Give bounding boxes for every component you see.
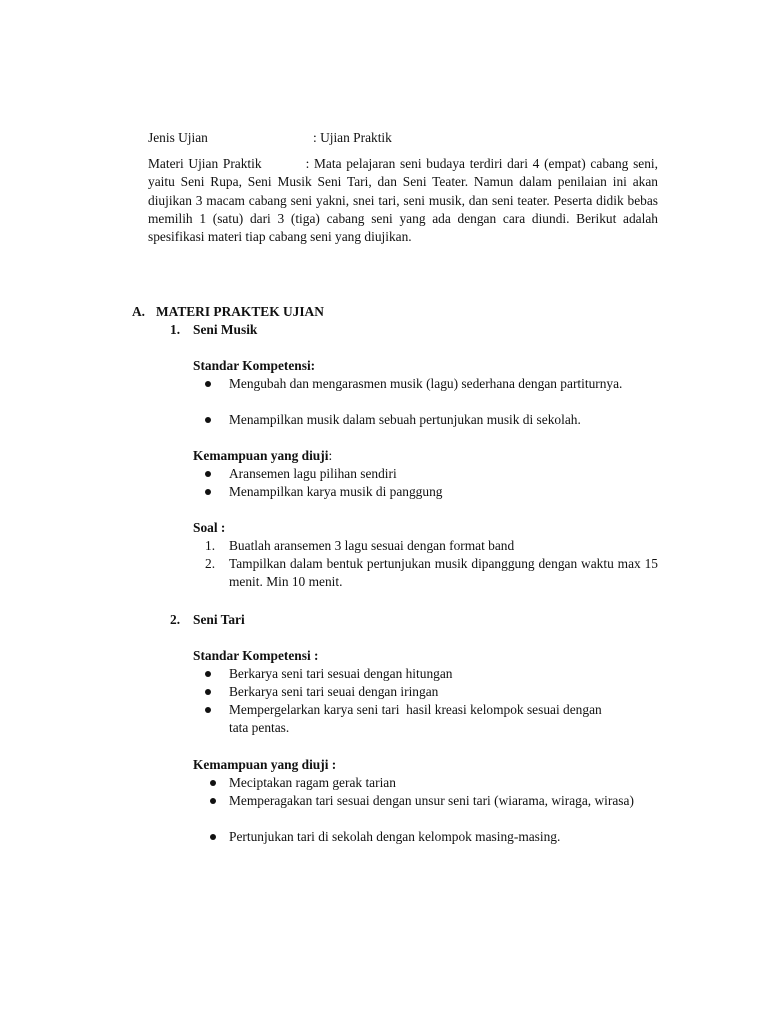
musik-title: Seni Musik: [193, 322, 258, 337]
musik-kemampuan-label: Kemampuan yang diuji: [193, 448, 329, 463]
tari-title: Seni Tari: [193, 612, 245, 627]
soal-number-1: 1.: [205, 538, 216, 553]
bullet-icon: [205, 689, 211, 695]
bullet-icon: [205, 671, 211, 677]
bullet-icon: [205, 707, 211, 713]
bullet-icon: [205, 489, 211, 495]
bullet-icon: [210, 798, 216, 804]
tari-standar-kompetensi-title: Standar Kompetensi :: [193, 648, 319, 663]
musik-sk-item-2: Menampilkan musik dalam sebuah pertunjukan musik di sekolah.: [229, 412, 581, 427]
bullet-icon: [205, 471, 211, 477]
musik-soal-item-2: Tampilkan dalam bentuk pertunjukan musik dipanggung dengan waktu max 15 menit. Min 10 menit.: [229, 556, 658, 590]
musik-standar-kompetensi-title: Standar Kompetensi:: [193, 358, 316, 373]
musik-kemampuan-colon: :: [328, 448, 333, 463]
bullet-icon: [210, 834, 216, 840]
section-a-marker: A.: [132, 304, 146, 319]
tari-kd-item-2: Memperagakan tari sesuai dengan unsur seni tari (wiarama, wiraga, wirasa): [229, 793, 634, 808]
jenis-ujian-value: : Ujian Praktik: [313, 130, 392, 145]
musik-kd-item-1: Aransemen lagu pilihan sendiri: [229, 466, 397, 481]
tari-sk-item-1: Berkarya seni tari sesuai dengan hitungan: [229, 666, 453, 681]
bullet-icon: [205, 417, 211, 423]
bullet-icon: [205, 381, 211, 387]
jenis-ujian-label: Jenis Ujian: [148, 130, 208, 145]
musik-soal-item-1: Buatlah aransemen 3 lagu sesuai dengan format band: [229, 538, 515, 553]
bullet-icon: [210, 780, 216, 786]
musik-kemampuan-title: [193, 447, 332, 465]
materi-ujian-label: Materi Ujian Praktik: [148, 156, 262, 171]
soal-number-2: 2.: [205, 556, 216, 571]
musik-kd-item-2: Menampilkan karya musik di panggung: [229, 484, 443, 499]
tari-sk-item-3: Mempergelarkan karya seni tari hasil kreasi kelompok sesuai dengan tata pentas.: [229, 702, 606, 735]
tari-kemampuan-title: Kemampuan yang diuji :: [193, 757, 337, 772]
musik-soal-title: Soal :: [193, 520, 226, 535]
materi-ujian-text: : Mata pelajaran seni budaya terdiri dari 4 (empat) cabang seni, yaitu Seni Rupa, Seni Musik Seni Tari, dan Seni Teater. Namun dalam penilaian ini akan diujikan 3 macam cabang seni yakni, snei tari, seni musik, dan seni teater. Peserta didik bebas memilih 1 (satu) dari 3 (tiga) cabang seni yang ada dengan cara diundi. Berikut adalah spesifikasi materi tiap cabang seni yang diujikan.: [148, 156, 658, 245]
musik-number: 1.: [170, 322, 181, 337]
tari-kd-item-3: Pertunjukan tari di sekolah dengan kelompok masing-masing.: [229, 829, 561, 844]
section-a-title: MATERI PRAKTEK UJIAN: [156, 304, 324, 319]
musik-sk-item-1: Mengubah dan mengarasmen musik (lagu) sederhana dengan partiturnya.: [229, 376, 623, 391]
tari-number: 2.: [170, 612, 181, 627]
tari-kd-item-1: Meciptakan ragam gerak tarian: [229, 775, 396, 790]
materi-ujian-paragraph: [148, 155, 658, 246]
tari-sk-item-2: Berkarya seni tari seuai dengan iringan: [229, 684, 439, 699]
